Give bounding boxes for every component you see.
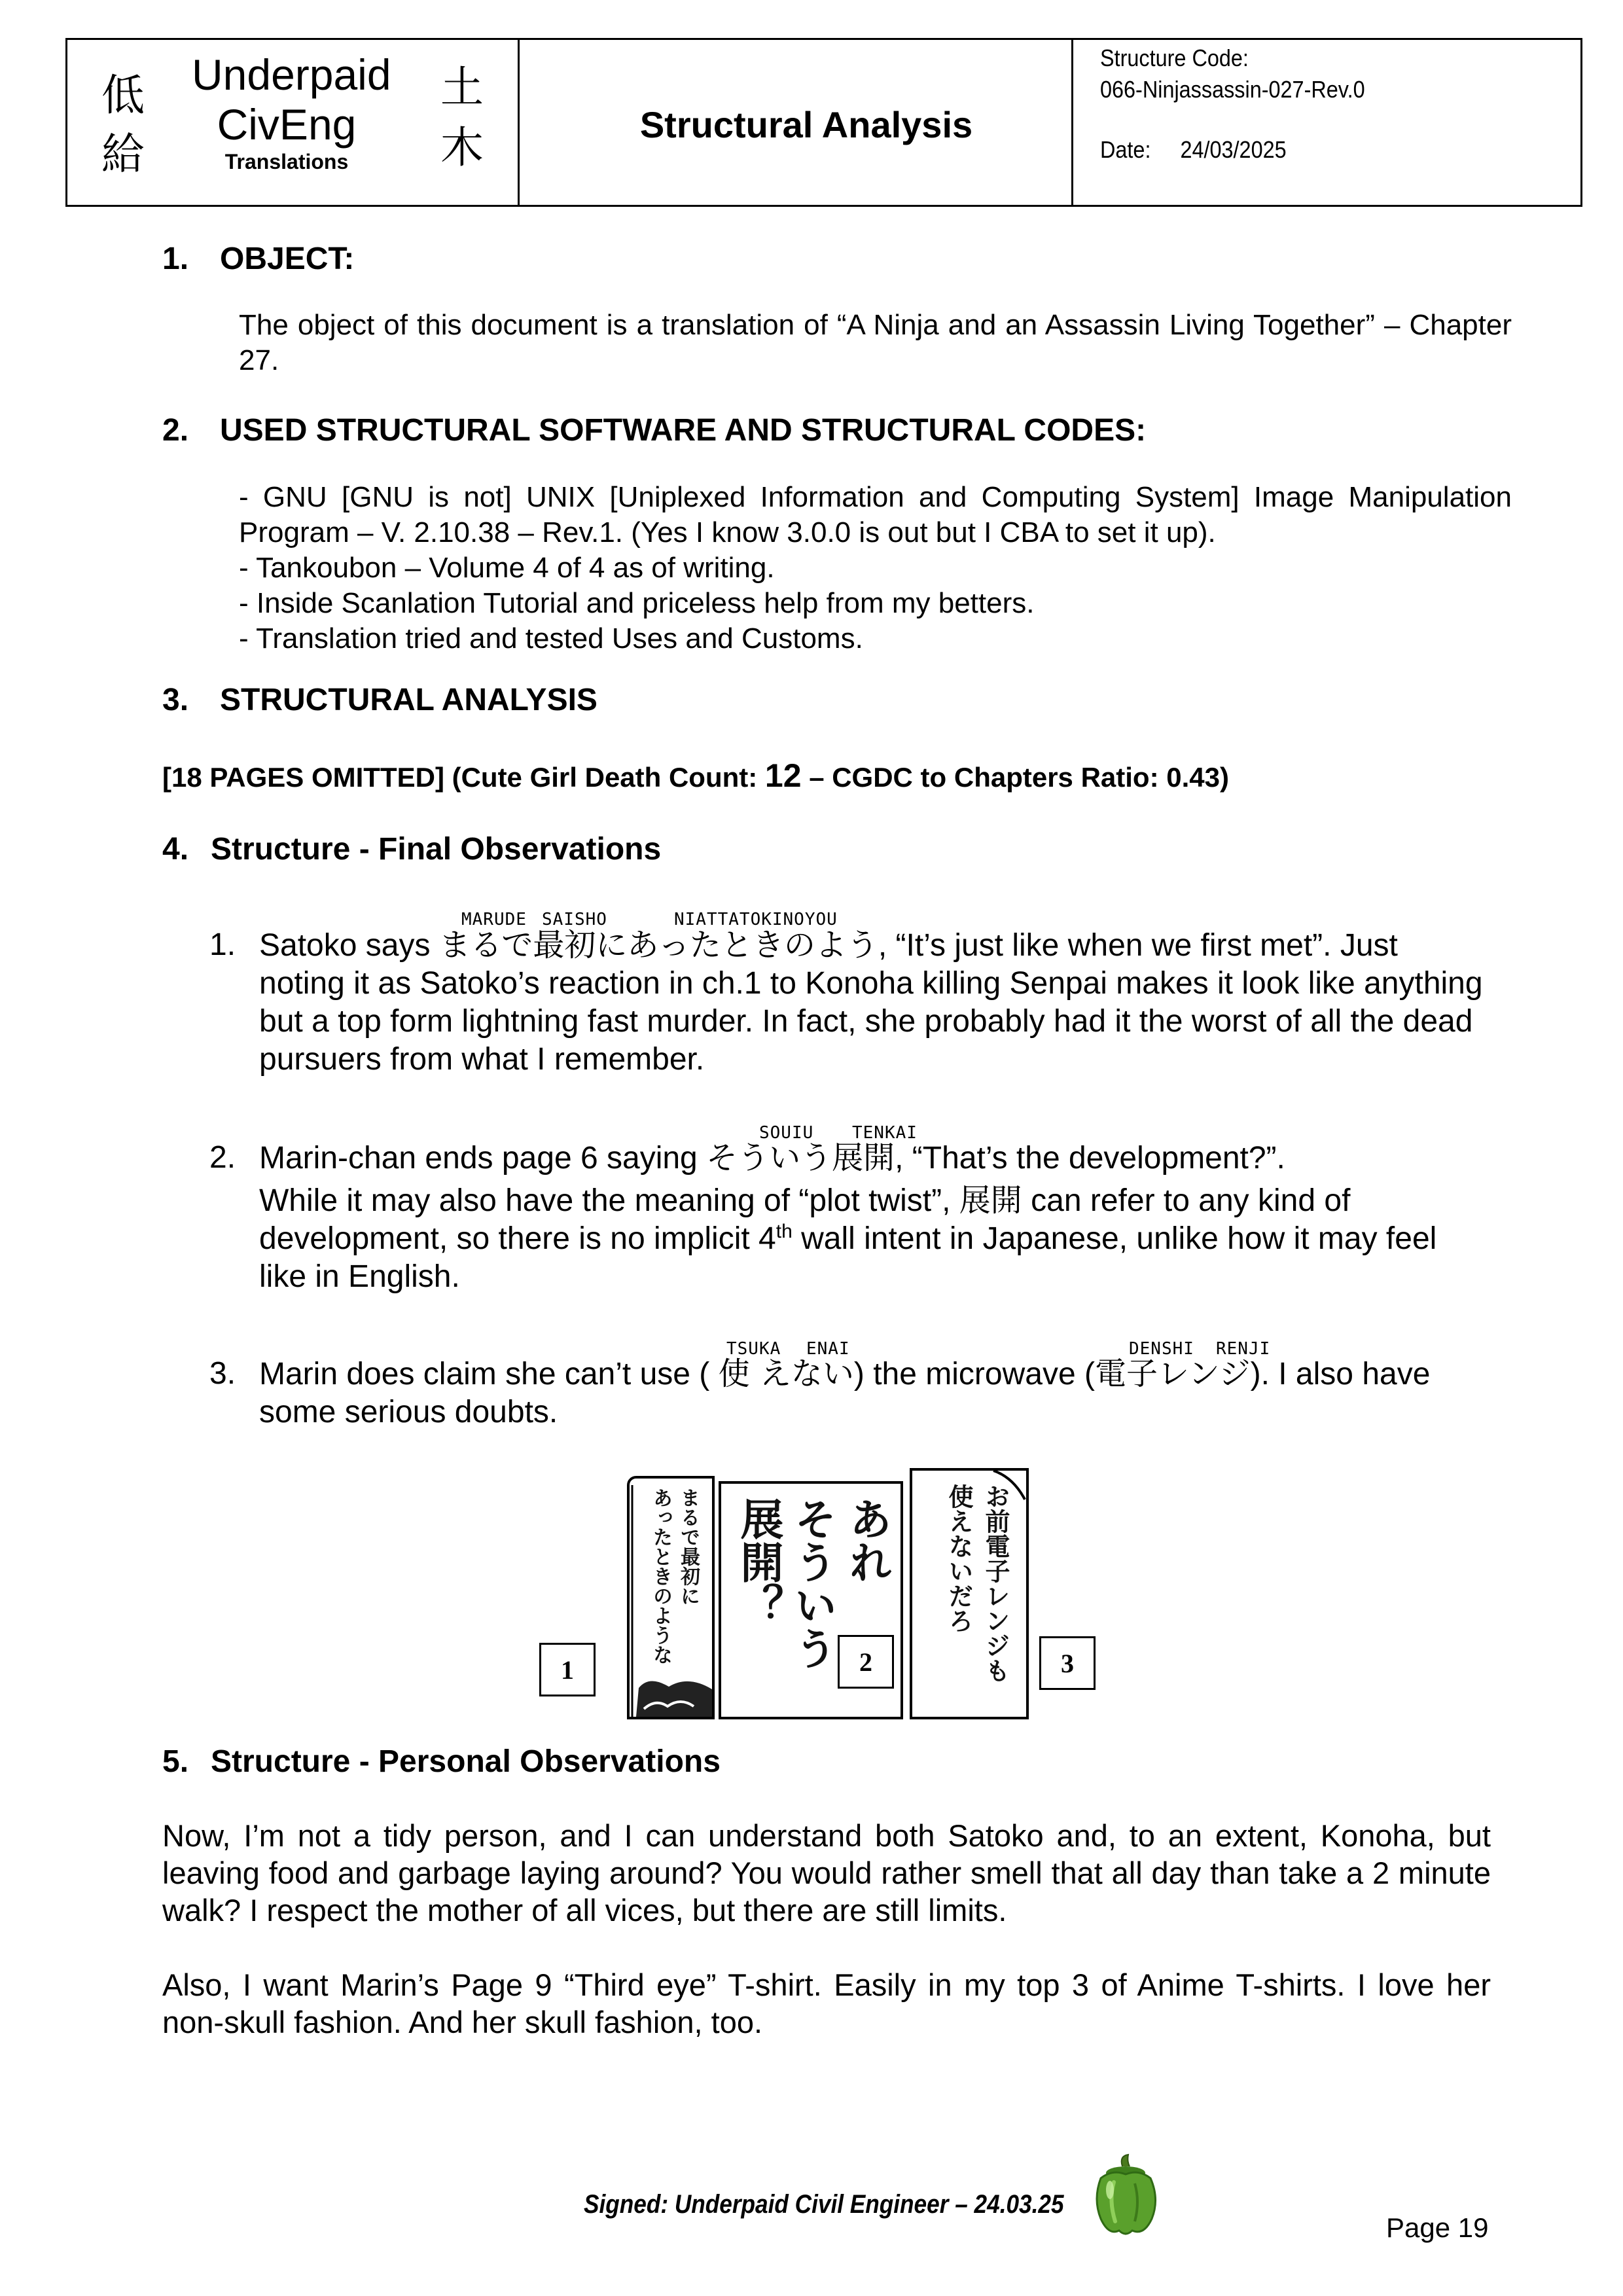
- list-item: - Translation tried and tested Uses and Customs.: [239, 622, 863, 655]
- panel-label: 2: [838, 1635, 894, 1689]
- observation-2: Marin-chan ends page 6 saying そういう展開, “That’s the development?”. While it may also have the meaning of “plot twist”, 展開 can refer to any kind of development, so there is no implicit 4th wall intent in Japanese, unlike how it may feel like in English.: [259, 1139, 1437, 1294]
- japanese-phrase: 展開: [959, 1182, 1022, 1219]
- panel-text: そういう: [787, 1497, 837, 1670]
- panel-text: 使えないだろ: [944, 1484, 973, 1633]
- section-number: 1.: [162, 242, 189, 276]
- furigana: SOUIU: [759, 1123, 814, 1143]
- logo-kanji: 給: [101, 129, 145, 179]
- logo-kanji: 低: [101, 70, 145, 120]
- page-number: Page 19: [1386, 2212, 1489, 2243]
- structure-code-label: Structure Code:: [1100, 45, 1249, 71]
- section-number: 2.: [162, 413, 189, 448]
- section-heading: [162, 243, 354, 275]
- observation-3: Marin does claim she can’t use ( 使 えない) the microwave (電子レンジ). I also have some serious doubts.: [259, 1355, 1431, 1429]
- furigana: TENKAI: [852, 1123, 918, 1143]
- panel-text: 展開？: [733, 1497, 783, 1626]
- manga-panel-1: [627, 1476, 715, 1719]
- header-divider: [518, 40, 520, 205]
- green-pepper-icon: [1086, 2153, 1165, 2238]
- observation-number: 3.: [209, 1356, 236, 1391]
- section-title: OBJECT:: [220, 242, 355, 276]
- section-heading: [162, 1746, 721, 1778]
- observation-number: 1.: [209, 927, 236, 962]
- furigana: MARUDE: [461, 910, 527, 929]
- furigana: RENJI: [1216, 1339, 1271, 1359]
- furigana: NIATTATOKINOYOU: [674, 910, 838, 929]
- panel-text: あれ: [842, 1497, 892, 1583]
- logo-line: Underpaid: [192, 50, 391, 99]
- panel-text: まるで最初に: [677, 1488, 700, 1605]
- date-row: [1100, 138, 1287, 162]
- panel-text: あったときのような: [649, 1488, 672, 1664]
- date-label: Date:: [1100, 136, 1151, 163]
- list-item: - Inside Scanlation Tutorial and priceless help from my betters.: [239, 587, 1035, 619]
- section-title: Structure - Final Observations: [211, 832, 662, 867]
- manga-panel-3: [910, 1468, 1029, 1719]
- personal-paragraph: Also, I want Marin’s Page 9 “Third eye” T-shirt. Easily in my top 3 of Anime T-shirts. I love her non-skull fashion. And her skull fashion, too.: [162, 1967, 1491, 2039]
- date-value: 24/03/2025: [1180, 136, 1287, 163]
- section-heading: [162, 415, 1146, 446]
- section-title: STRUCTURAL ANALYSIS: [220, 683, 597, 717]
- furigana: TSUKA: [726, 1339, 781, 1359]
- logo-subtitle: Translations: [224, 150, 349, 173]
- japanese-phrase: 電子レンジ: [1094, 1355, 1251, 1392]
- section-title: USED STRUCTURAL SOFTWARE AND STRUCTURAL CODES:: [220, 413, 1147, 448]
- section-title: Structure - Personal Observations: [211, 1744, 721, 1779]
- logo-line: CivEng: [217, 100, 357, 149]
- observation-number: 2.: [209, 1140, 236, 1175]
- panel-label: 3: [1039, 1636, 1096, 1690]
- logo-kanji: 土: [440, 62, 484, 113]
- structure-code: 066-Ninjassassin-027-Rev.0: [1100, 76, 1365, 103]
- panel-label: 1: [539, 1643, 596, 1696]
- furigana: ENAI: [806, 1339, 850, 1359]
- omitted-pages-note: [18 PAGES OMITTED] (Cute Girl Death Count: 12 – CGDC to Chapters Ratio: 0.43): [162, 757, 1229, 794]
- furigana: SAISHO: [542, 910, 607, 929]
- list-item: - Tankoubon – Volume 4 of 4 as of writing.: [239, 552, 775, 584]
- document-header: [65, 38, 1582, 207]
- japanese-phrase: そういう展開: [706, 1139, 895, 1176]
- logo-kanji: 木: [440, 122, 484, 173]
- personal-paragraph: Now, I’m not a tidy person, and I can understand both Satoko and, to an extent, Konoha, but leaving food and garbage laying around? You would rather smell that all day than take a 2 minute walk? I respect the mother of all vices, but there are still limits.: [162, 1818, 1491, 1928]
- section-heading: [162, 834, 661, 865]
- list-item: - GNU [GNU is not] UNIX [Uniplexed Information and Computing System] Image Manipulation Program – V. 2.10.38 – Rev.1. (Yes I know 3.0.0 is out but I CBA to set it up).: [239, 481, 1512, 548]
- japanese-phrase: まるで最初にあったときのよう: [438, 927, 878, 963]
- section-heading: [162, 685, 597, 716]
- document-title: Structural Analysis: [639, 103, 973, 145]
- signature-line: Signed: Underpaid Civil Engineer – 24.03.25: [584, 2190, 1064, 2219]
- observation-1: Satoko says まるで最初にあったときのよう, “It’s just like when we first met”. Just noting it as Satoko’s reaction in ch.1 to Konoha killing Senpai makes it look like anything but a top form lightning fast murder. In fact, she probably had it the worst of all the dead pursuers from what I remember.: [259, 927, 1483, 1077]
- death-count: 12: [764, 757, 802, 794]
- software-list: [239, 480, 1512, 656]
- furigana: DENSHI: [1129, 1339, 1194, 1359]
- section-number: 4.: [162, 832, 189, 867]
- section-number: 3.: [162, 683, 189, 717]
- panel-text: お前電子レンジも: [981, 1484, 1010, 1683]
- japanese-phrase: 使 えない: [718, 1355, 854, 1392]
- section-number: 5.: [162, 1744, 189, 1779]
- object-paragraph: The object of this document is a translation of “A Ninja and an Assassin Living Together” – Chapter 27.: [239, 309, 1512, 376]
